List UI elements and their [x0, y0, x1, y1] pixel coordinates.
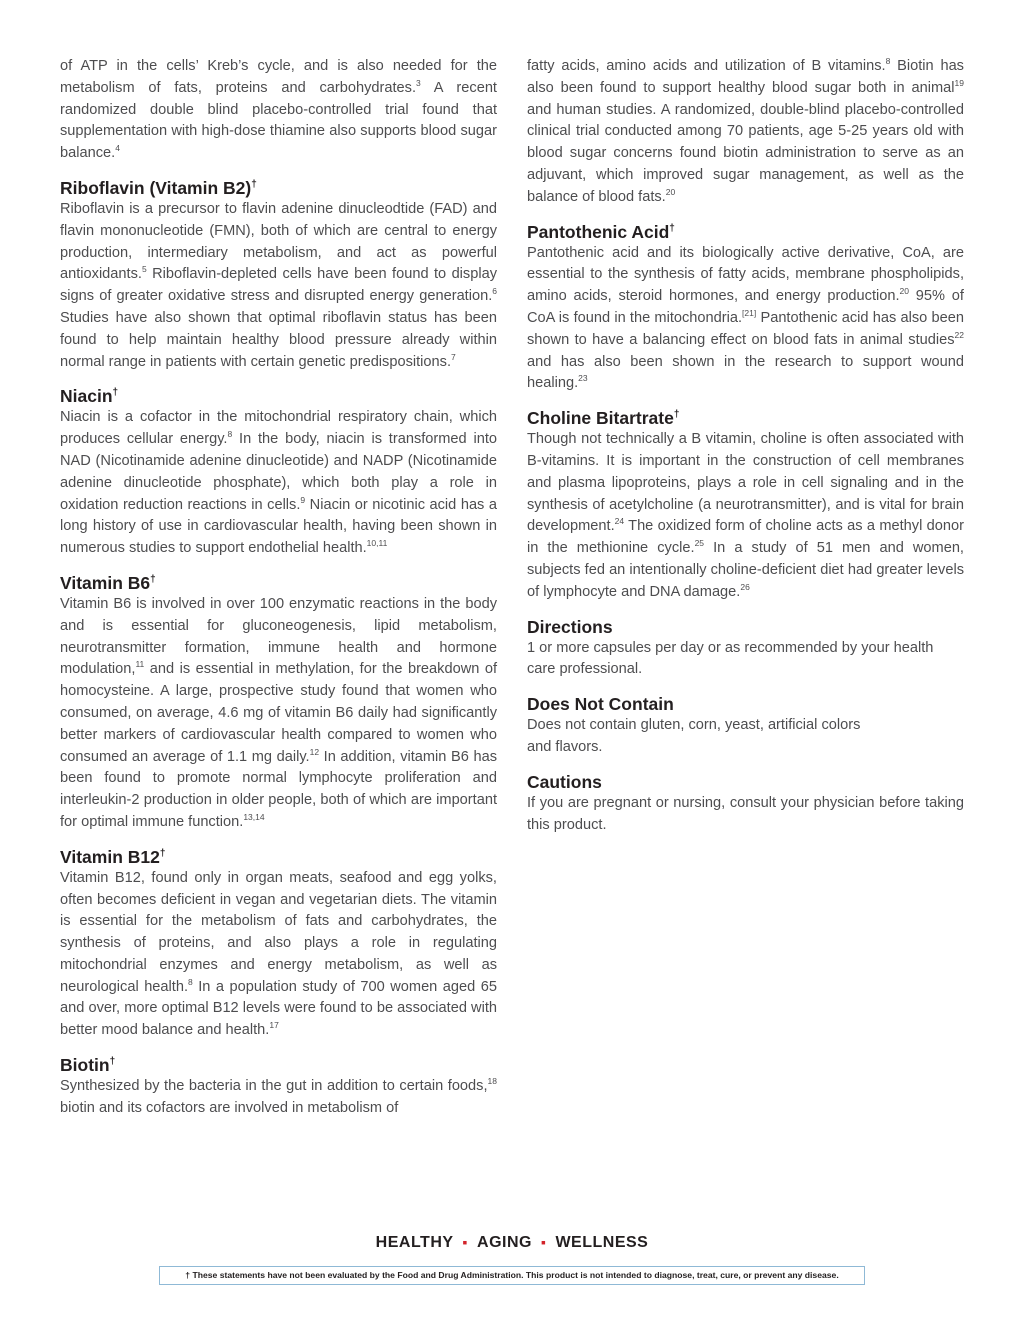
biotin-paragraph: Synthesized by the bacteria in the gut in addition to certain foods,$^{18}$ biotin and its cofactors are involved in metabolism of	[60, 1076, 497, 1116]
choline-heading: Choline Bitartrate†	[527, 408, 680, 429]
vitamin-b12-paragraph: Vitamin B12, found only in organ meats, seafood and egg yolks, often becomes deficient in vegan and vegetarian diets. The vitamin is essential for the metabolism of fats and carbohydrates, the synthesis of proteins, and also plays a role in regulating mitochondrial enzymes and energy metabolism, as well as neurological health.$^8$ In a population study of 700 women aged 65 and over, more optimal B12 levels were found to be associated with better mood balance and health.$^{17}$	[60, 869, 497, 1039]
tagline-wellness: WELLNESS	[555, 1234, 649, 1251]
tagline	[0, 1234, 1024, 1252]
pantothenic-acid-paragraph: Pantothenic acid and its biologically active derivative, CoA, are essential to the synthesis of fatty acids, membrane phospholipids, amino acids, steroid hormones, and energy production.$^{20}$ 95% of CoA is found in the mitochondria.[21] Pantothenic acid has also been shown to have a balancing effect on blood fats in animal studies$^{22}$ and has also been shown in the research to support wound healing.$^{23}$	[527, 244, 964, 392]
vitamin-b12-heading: Vitamin B12†	[60, 846, 166, 867]
vitamin-b6-heading: Vitamin B6†	[60, 572, 156, 593]
niacin-heading: Niacin†	[60, 386, 119, 407]
tagline-separator-icon: ▪	[540, 1234, 547, 1250]
niacin-paragraph: Niacin is a cofactor in the mitochondrial respiratory chain, which produces cellular energy.$^8$ In the body, niacin is transformed into NAD (Nicotinamide adenine dinucleotide) and NADP (Nicotinamide adenine dinucleotide phosphate), which both play a role in oxidation reduction reactions in cells.$^9$ Niacin or nicotinic acid has a long history of use in cardiovascular health, having been shown in numerous studies to support endothelial health.$^{10,11}$	[60, 409, 497, 557]
left-column	[60, 56, 497, 1120]
fda-disclaimer: † These statements have not been evaluated by the Food and Drug Administration. This product is not intended to diagnose, treat, cure, or prevent any disease.	[159, 1266, 865, 1285]
does-not-contain-heading: Does Not Contain	[527, 694, 674, 715]
directions-paragraph: 1 or more capsules per day or as recommended by your health care professional.	[527, 639, 934, 678]
pantothenic-acid-heading: Pantothenic Acid†	[527, 221, 675, 242]
biotin-continued-paragraph: fatty acids, amino acids and utilization of B vitamins.$^8$ Biotin has also been found to support healthy blood sugar both in animal$^{19}$ and human studies. A randomized, double-blind placebo-controlled clinical trial conducted among 70 patients, age 5-25 years old with blood sugar concerns found biotin administration to serve as an adjuvant, which improved sugar management, as well as the balance of blood fats.$^{20}$	[527, 56, 964, 205]
tagline-separator-icon: ▪	[462, 1234, 469, 1250]
does-not-contain-paragraph: Does not contain gluten, corn, yeast, artificial colors and flavors.	[527, 717, 861, 755]
cautions-paragraph: If you are pregnant or nursing, consult your physician before taking this product.	[527, 794, 964, 833]
biotin-heading: Biotin†	[60, 1055, 116, 1076]
right-column	[527, 56, 964, 836]
riboflavin-paragraph: Riboflavin is a precursor to flavin adenine dinucleodtide (FAD) and flavin mononucleotide (FMN), both of which are central to energy production, intermediary metabolism, and act as powerful antioxidants.$^5$ Riboflavin-depleted cells have been found to display signs of greater oxidative stress and disrupted energy generation.$^6$ Studies have also shown that optimal riboflavin status has been found to help maintain healthy blood pressure already within normal range in patients with certain genetic predispositions.$^7$	[60, 200, 497, 370]
directions-heading: Directions	[527, 616, 613, 637]
vitamin-b6-paragraph: Vitamin B6 is involved in over 100 enzymatic reactions in the body and is essential for gluconeogenesis, lipid metabolism, neurotransmitter formation, immune health and hormone modulation,$^{11}$ and is essential in methylation, for the breakdown of homocysteine. A large, prospective study found that women who consumed, on average, 4.6 mg of vitamin B6 daily had significantly better markers of cardiovascular health compared to women who consumed an average of 1.1 mg daily.$^{12}$ In addition, vitamin B6 has been found to promote normal lymphocyte proliferation and interleukin-2 production in older people, both of which are important for optimal immune function.$^{13,14}$	[60, 595, 497, 830]
thiamine-continued-paragraph: of ATP in the cells’ Kreb’s cycle, and is also needed for the metabolism of fats, proteins and carbohydrates.$^3$ A recent randomized double blind placebo-controlled trial found that supplementation with high-dose thiamine also supports blood sugar balance.$^4$	[60, 58, 497, 162]
tagline-aging: AGING	[477, 1234, 532, 1251]
cautions-heading: Cautions	[527, 771, 602, 792]
riboflavin-heading: Riboflavin (Vitamin B2)†	[60, 177, 257, 198]
tagline-healthy: HEALTHY	[375, 1234, 454, 1251]
choline-paragraph: Though not technically a B vitamin, choline is often associated with B-vitamins. It is important in the construction of cell membranes and plasma lipoproteins, plays a role in cell signaling and in the synthesis of acetylcholine (a neurotransmitter), and is vital for brain development.$^{24}$ The oxidized form of choline acts as a methyl donor in the methionine cycle.$^{25}$ In a study of 51 men and women, subjects fed an intentionally choline-deficient diet had greater levels of lymphocyte and DNA damage.$^{26}$	[527, 431, 964, 600]
